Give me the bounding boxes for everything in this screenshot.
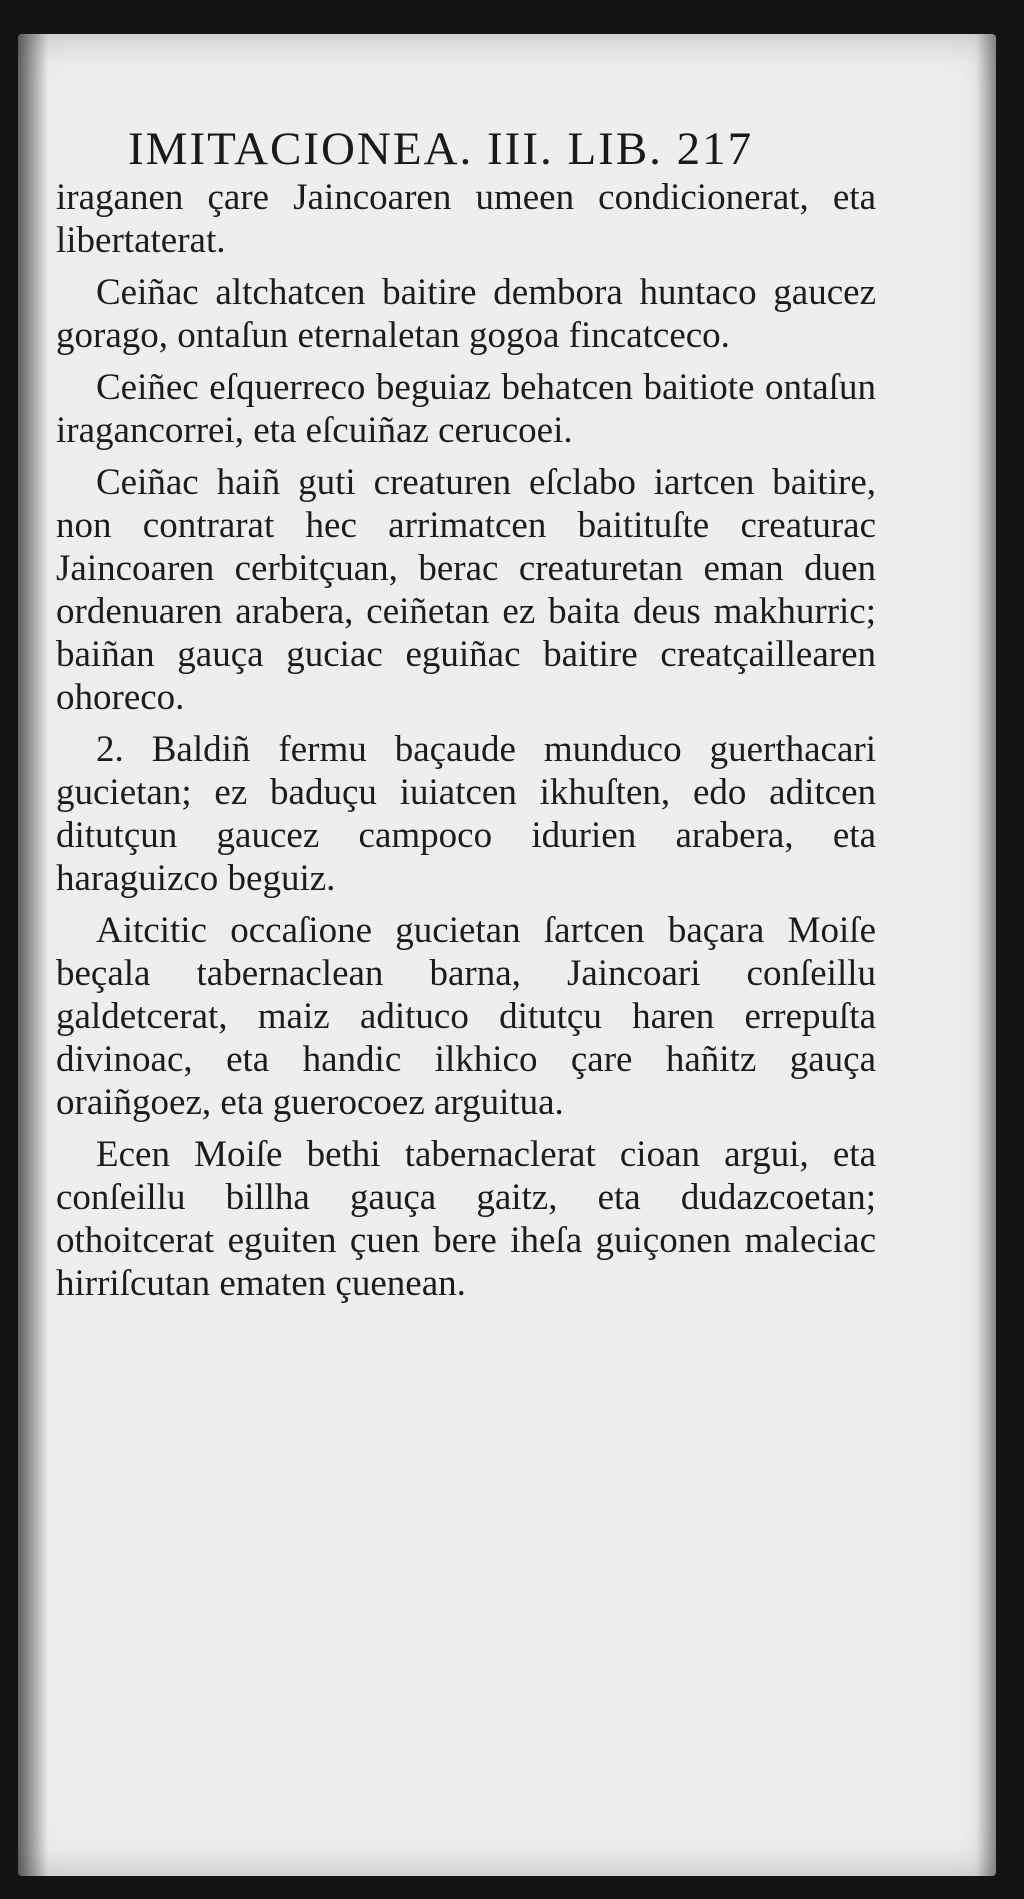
edge-shadow (976, 34, 996, 1876)
running-header: IMITACIONEA. III. LIB. 217 (128, 123, 754, 175)
gutter-shadow (18, 34, 48, 1876)
body-text (56, 176, 876, 1314)
paragraph-6: Aitcitic occaſione gucietan ſartcen baçara Moiſe beçala tabernaclean barna, Jaincoari conſeillu galdetcerat, maiz adituco ditutçu haren errepuſta divinoac, eta handic ilkhico çare hañitz gauça oraiñgoez, eta guerocoez arguitua. (56, 910, 876, 1123)
book-page (18, 34, 996, 1876)
paragraph-5: 2. Baldiñ fermu baçaude munduco guerthacari gucietan; ez baduçu iuiatcen ikhuſten, edo aditcen ditutçun gaucez campoco idurien arabera, eta haraguizco beguiz. (56, 729, 876, 899)
paragraph-2: Ceiñac altchatcen baitire dembora huntaco gaucez gorago, ontaſun eternaletan gogoa fincatceco. (56, 272, 876, 356)
paragraph-3: Ceiñec eſquerreco beguiaz behatcen baitiote ontaſun iragancorrei, eta eſcuiñaz cerucoei. (56, 367, 876, 451)
paragraph-1: iraganen çare Jaincoaren umeen condicionerat, eta libertaterat. (56, 177, 876, 261)
paragraph-4: Ceiñac haiñ guti creaturen eſclabo iartcen baitire, non contrarat hec arrimatcen baitituſte creaturac Jaincoaren cerbitçuan, berac creaturetan eman duen ordenuaren arabera, ceiñetan ez baita deus makhurric; baiñan gauça guciac eguiñac baitire creatçaillearen ohoreco. (56, 462, 876, 718)
paragraph-7: Ecen Moiſe bethi tabernaclerat cioan argui, eta conſeillu billha gauça gaitz, eta dudazcoetan; othoitcerat eguiten çuen bere iheſa guiçonen maleciac hirriſcutan ematen çuenean. (56, 1134, 876, 1304)
